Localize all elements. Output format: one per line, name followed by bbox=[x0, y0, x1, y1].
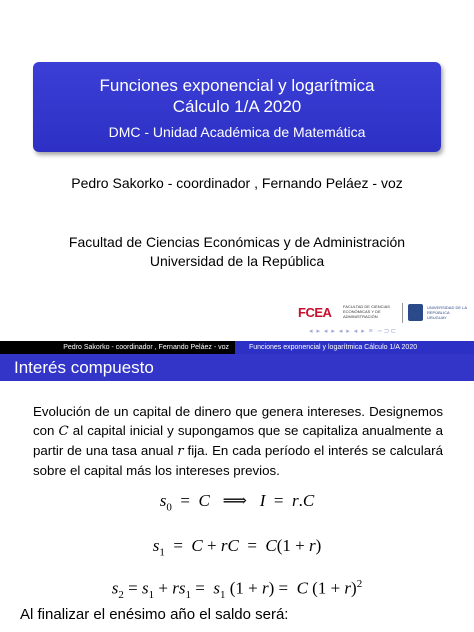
paragraph-text-3: fija. En cada período el interés se calculará sobre el capital más los intereses previos. bbox=[33, 443, 443, 478]
final-statement: Al finalizar el enésimo año el saldo será: bbox=[20, 606, 289, 623]
paragraph-text-1: Evolución de un capital de dinero que genera intereses. Designemos con bbox=[33, 404, 443, 438]
capital-symbol: C bbox=[58, 424, 69, 439]
fcea-logo: FCEA bbox=[298, 305, 332, 320]
logo-divider bbox=[402, 303, 403, 323]
title-box bbox=[33, 62, 441, 152]
equation-s0: $s_0 = C$ ⟹ I = r.C bbox=[159, 491, 315, 514]
authors: Pedro Sakorko - coordinador , Fernando Peláez - voz bbox=[71, 175, 403, 191]
beamer-navigation-icons[interactable]: ◂ ▸ ◂ ▸ ◂ ▸ ◂ ▸ ≡ ∽⊃⊂ bbox=[309, 328, 398, 335]
university-name: Universidad de la República bbox=[149, 253, 325, 269]
headline-authors: Pedro Sakorko - coordinador , Fernando Peláez - voz bbox=[63, 344, 229, 351]
equation-s2: $s_2 = s_1 + rs_1 = s_1$ (1 + r) = C $(1 + r)^2$ bbox=[111, 578, 363, 602]
faculty-name: Facultad de Ciencias Económicas y de Administración bbox=[68, 234, 406, 250]
slide-headline bbox=[0, 341, 474, 354]
headline-title: Funciones exponencial y logarítmica Cálculo 1/A 2020 bbox=[235, 341, 474, 354]
intro-paragraph bbox=[33, 402, 443, 480]
udelar-logo-text: UNIVERSIDAD DE LA REPÚBLICA URUGUAY bbox=[427, 305, 467, 320]
course-title: Cálculo 1/A 2020 bbox=[172, 97, 302, 116]
frame-title: Interés compuesto bbox=[0, 354, 474, 381]
institution bbox=[0, 233, 474, 271]
rate-symbol: r bbox=[177, 444, 184, 459]
udelar-seal-icon bbox=[408, 304, 423, 321]
fcea-logo-text: FACULTAD DE CIENCIAS ECONÓMICAS Y DE ADMINISTRACIÓN bbox=[343, 304, 390, 319]
presentation-title: Funciones exponencial y logarítmica bbox=[99, 76, 375, 95]
paragraph-text-2: al capital inicial y supongamos que se capitaliza anualmente a partir de una tasa anual bbox=[33, 423, 443, 458]
institution-logos bbox=[298, 300, 468, 326]
presentation-subtitle: DMC - Unidad Académica de Matemática bbox=[108, 124, 366, 140]
equation-s1: $s_1 = C$ + rC = C(1 + r) bbox=[152, 536, 322, 559]
